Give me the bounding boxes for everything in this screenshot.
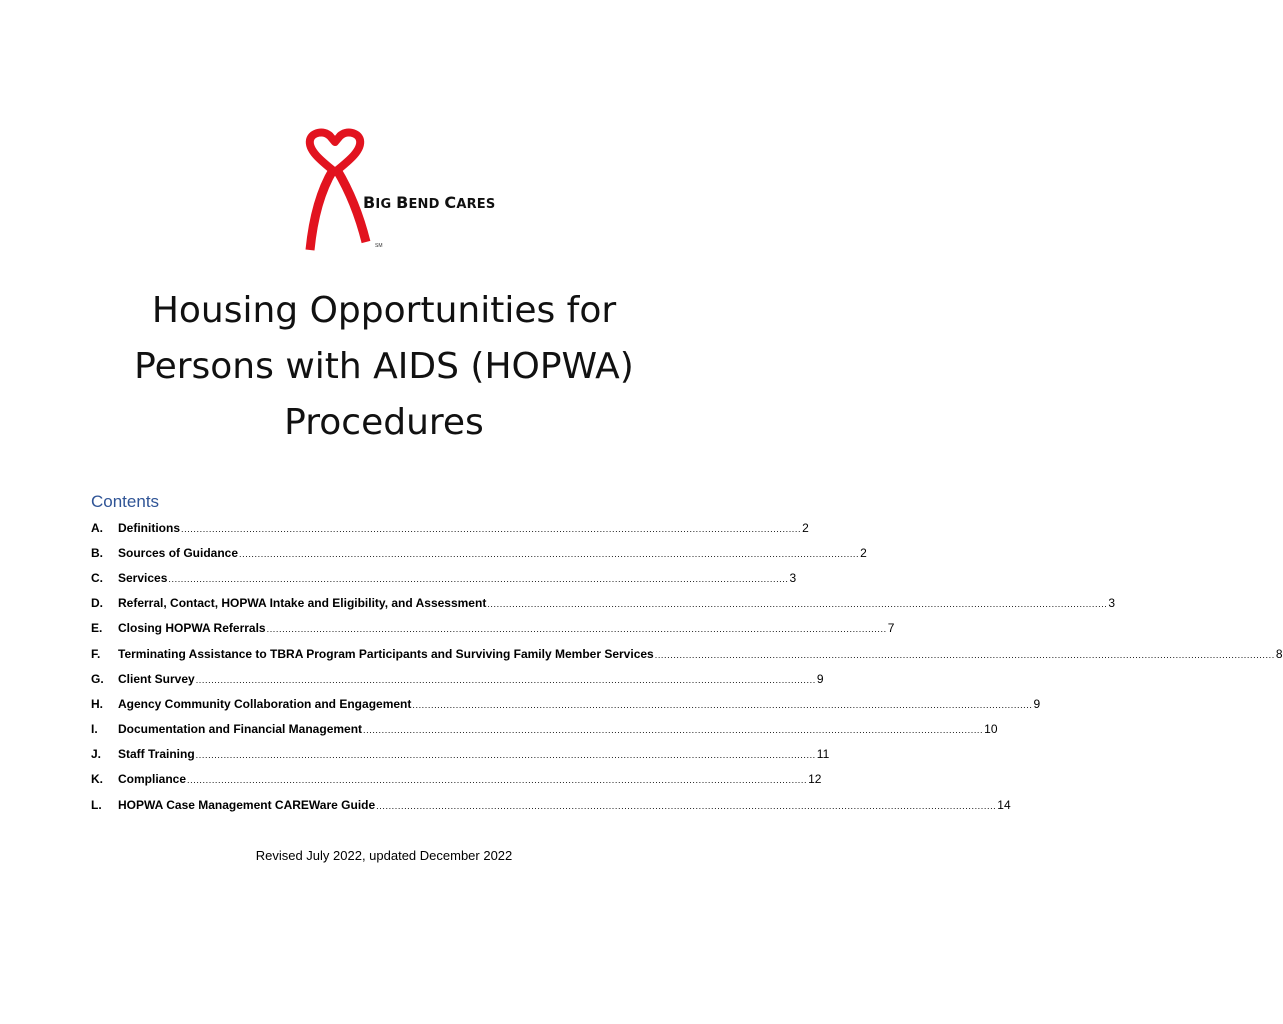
toc-entry-title[interactable]: Sources of Guidance [118, 545, 239, 560]
toc-entry-title[interactable]: Agency Community Collaboration and Engagement [118, 696, 412, 711]
toc-entry-page-number[interactable]: 3 [1108, 596, 1116, 611]
toc-dot-leader: ........................................................................................................................................................................................................ [376, 800, 997, 811]
toc-entry[interactable] [91, 616, 895, 641]
logo-trademark: SM [375, 243, 383, 249]
toc-entry-page-number[interactable]: 7 [887, 621, 895, 636]
toc-entry-page-number[interactable]: 2 [860, 545, 867, 560]
toc-entry-page-number[interactable]: 9 [1033, 696, 1041, 711]
toc-entry-letter: G. [91, 671, 104, 686]
toc-entry-page-number[interactable]: 12 [808, 772, 822, 787]
toc-entry[interactable] [91, 515, 809, 540]
toc-dot-leader: ........................................................................................................................................................................................................ [187, 775, 808, 786]
toc-dot-leader: ........................................................................................................................................................................................................ [239, 548, 860, 559]
toc-dot-leader: ........................................................................................................................................................................................................ [487, 599, 1108, 610]
revision-note: Revised July 2022, updated December 2022 [255, 848, 513, 863]
toc-entry-title[interactable]: Staff Training [118, 747, 195, 762]
contents-heading: Contents [91, 492, 160, 511]
toc-entry-letter: K. [91, 772, 103, 787]
toc-entry[interactable] [91, 666, 824, 691]
toc-entry-letter: A. [91, 520, 103, 535]
toc-entry-page-number[interactable]: 3 [789, 570, 797, 585]
toc-entry-title[interactable]: Documentation and Financial Management [118, 722, 363, 737]
toc-entry[interactable] [91, 641, 1283, 666]
toc-dot-leader: ........................................................................................................................................................................................................ [654, 649, 1275, 660]
toc-dot-leader: ........................................................................................................................................................................................................ [412, 699, 1033, 710]
toc-entry[interactable] [91, 591, 1116, 616]
toc-entry[interactable] [91, 742, 830, 767]
red-ribbon-heart-icon [300, 130, 370, 260]
toc-entry-title[interactable]: Terminating Assistance to TBRA Program Participants and Surviving Family Member Services [118, 646, 654, 661]
toc-entry-page-number[interactable]: 14 [997, 797, 1011, 812]
toc-entry-letter: C. [91, 570, 103, 585]
toc-entry-title[interactable]: Services [118, 570, 168, 585]
toc-dot-leader: ........................................................................................................................................................................................................ [168, 573, 789, 584]
toc-entry[interactable] [91, 540, 867, 565]
table-of-contents [91, 515, 1283, 817]
toc-entry-letter: J. [91, 747, 102, 762]
toc-entry[interactable] [91, 792, 1011, 817]
toc-entry-page-number[interactable]: 11 [816, 747, 830, 762]
document-title [0, 283, 768, 451]
toc-entry-page-number[interactable]: 9 [816, 671, 824, 686]
toc-entry-title[interactable]: Referral, Contact, HOPWA Intake and Eligibility, and Assessment [118, 596, 487, 611]
toc-dot-leader: ........................................................................................................................................................................................................ [266, 624, 887, 635]
toc-entry-title[interactable]: Definitions [118, 520, 180, 535]
toc-entry-title[interactable]: Client Survey [118, 671, 195, 686]
toc-entry[interactable] [91, 565, 797, 590]
toc-dot-leader: ........................................................................................................................................................................................................ [195, 674, 816, 685]
toc-entry[interactable] [91, 717, 998, 742]
toc-entry-page-number[interactable]: 8 [1275, 646, 1283, 661]
toc-entry-title[interactable]: HOPWA Case Management CAREWare Guide [118, 797, 376, 812]
title-line-1: Housing Opportunities for [151, 290, 617, 331]
toc-entry-title[interactable]: Closing HOPWA Referrals [118, 621, 266, 636]
toc-entry-letter: B. [91, 545, 103, 560]
toc-entry-letter: D. [91, 596, 103, 611]
logo-wordmark: BIG BEND CARES [363, 193, 496, 212]
big-bend-cares-logo [300, 130, 496, 260]
toc-entry-letter: F. [91, 646, 101, 661]
toc-entry[interactable] [91, 691, 1041, 716]
title-line-2: Persons with AIDS (HOPWA) [134, 346, 634, 387]
title-line-3: Procedures [284, 402, 484, 443]
toc-dot-leader: ........................................................................................................................................................................................................ [181, 523, 802, 534]
toc-dot-leader: ........................................................................................................................................................................................................ [195, 750, 816, 761]
toc-entry-page-number[interactable]: 10 [984, 722, 998, 737]
toc-entry-letter: I. [91, 722, 98, 737]
toc-entry-letter: E. [91, 621, 103, 636]
toc-entry-title[interactable]: Compliance [118, 772, 187, 787]
toc-entry-letter: L. [91, 797, 102, 812]
toc-entry[interactable] [91, 767, 822, 792]
toc-entry-letter: H. [91, 696, 103, 711]
toc-dot-leader: ........................................................................................................................................................................................................ [363, 725, 984, 736]
toc-entry-page-number[interactable]: 2 [802, 520, 809, 535]
